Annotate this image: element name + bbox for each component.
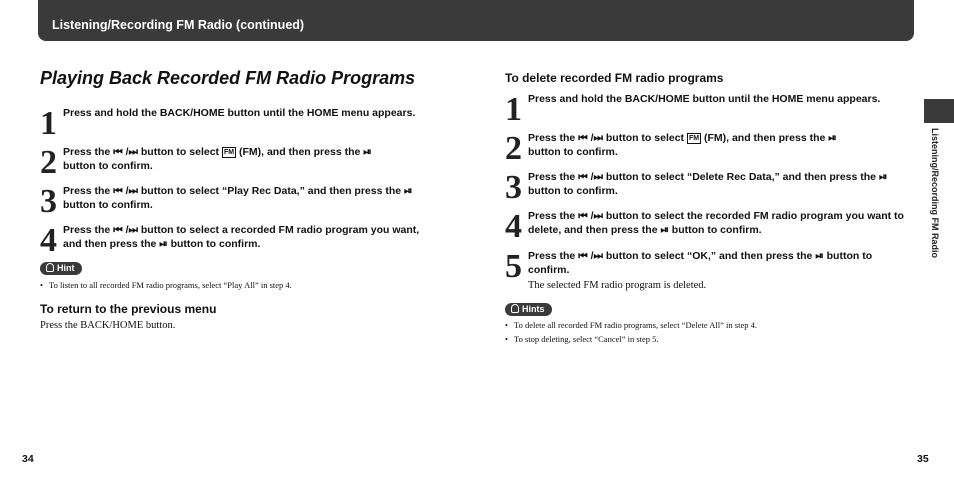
result-text: The selected FM radio program is deleted. — [528, 280, 707, 291]
fm-icon: FM — [223, 149, 235, 156]
step-text: Press and hold the BACK/HOME button until the HOME menu appears. — [63, 107, 416, 119]
prev-next-icon: ⏮ /⏭ — [578, 250, 603, 262]
step-number: 1 — [505, 91, 522, 128]
list-item: • To stop deleting, select “Cancel” in step 5. — [505, 332, 757, 346]
header-bar — [38, 0, 914, 41]
step-text: Press the ⏮ /⏭ button to select the recorded FM radio program you want to delete, and then press the ⏯ button to confirm. — [528, 210, 904, 236]
play-pause-icon: ⏯ — [878, 171, 888, 183]
step-number: 1 — [40, 105, 57, 142]
play-pause-icon: ⏯ — [363, 146, 372, 158]
prev-next-icon: ⏮ /⏭ — [578, 171, 603, 183]
hints-badge: Hints — [505, 303, 552, 316]
list-item: • To listen to all recorded FM radio programs, select “Play All” in step 4. — [40, 278, 292, 292]
list-item: • To delete all recorded FM radio programs, select “Delete All” in step 4. — [505, 318, 757, 332]
step-text: Press and hold the BACK/HOME button until the HOME menu appears. — [528, 93, 881, 105]
play-pause-icon: ⏯ — [404, 185, 413, 197]
side-label: Listening/Recording FM Radio — [930, 128, 940, 258]
side-tab-marker — [924, 99, 954, 123]
lightbulb-icon — [511, 304, 519, 313]
prev-next-icon: ⏮ /⏭ — [113, 146, 138, 158]
return-text: Press the BACK/HOME button. — [40, 320, 176, 331]
step-number: 3 — [40, 183, 57, 220]
play-pause-icon: ⏯ — [828, 132, 837, 144]
play-pause-icon: ⏯ — [660, 223, 669, 236]
step-number: 4 — [40, 222, 57, 259]
step-number: 5 — [505, 248, 522, 285]
return-heading: To return to the previous menu — [40, 302, 217, 316]
fm-icon: FM — [688, 135, 700, 142]
header-title: Listening/Recording FM Radio (continued) — [52, 18, 305, 32]
step-number: 3 — [505, 169, 522, 206]
delete-heading: To delete recorded FM radio programs — [505, 71, 724, 85]
step-text: Press the ⏮ /⏭ button to select FM (FM), and then press the ⏯ button to confirm. — [528, 132, 837, 158]
page-number-left: 34 — [22, 453, 34, 465]
section-title: Playing Back Recorded FM Radio Programs — [40, 68, 416, 88]
step-text: Press the ⏮ /⏭ button to select “OK,” and then press the ⏯ button to confirm. — [528, 250, 873, 276]
step-text: Press the ⏮ /⏭ button to select “Play Rec Data,” and then press the ⏯ button to confirm. — [63, 185, 413, 211]
lightbulb-icon — [46, 263, 54, 272]
step-number: 4 — [505, 208, 522, 245]
hint-list — [40, 278, 292, 292]
step-number: 2 — [40, 144, 57, 181]
step-text: Press the ⏮ /⏭ button to select a recorded FM radio program you want, and then press the ⏯ button to confirm. — [63, 224, 420, 250]
page-number-right: 35 — [917, 453, 929, 465]
prev-next-icon: ⏮ /⏭ — [113, 224, 138, 236]
play-pause-icon: ⏯ — [159, 237, 168, 250]
play-pause-icon: ⏯ — [815, 250, 824, 262]
step-text: Press the ⏮ /⏭ button to select FM (FM), and then press the ⏯ button to confirm. — [63, 146, 372, 172]
prev-next-icon: ⏮ /⏭ — [113, 185, 138, 197]
prev-next-icon: ⏮ /⏭ — [578, 132, 603, 144]
prev-next-icon: ⏮ /⏭ — [578, 210, 603, 222]
hints-list — [505, 318, 757, 346]
step-number: 2 — [505, 130, 522, 167]
hint-badge: Hint — [40, 262, 82, 275]
step-text: Press the ⏮ /⏭ button to select “Delete Rec Data,” and then press the ⏯ button to confirm. — [528, 171, 888, 197]
